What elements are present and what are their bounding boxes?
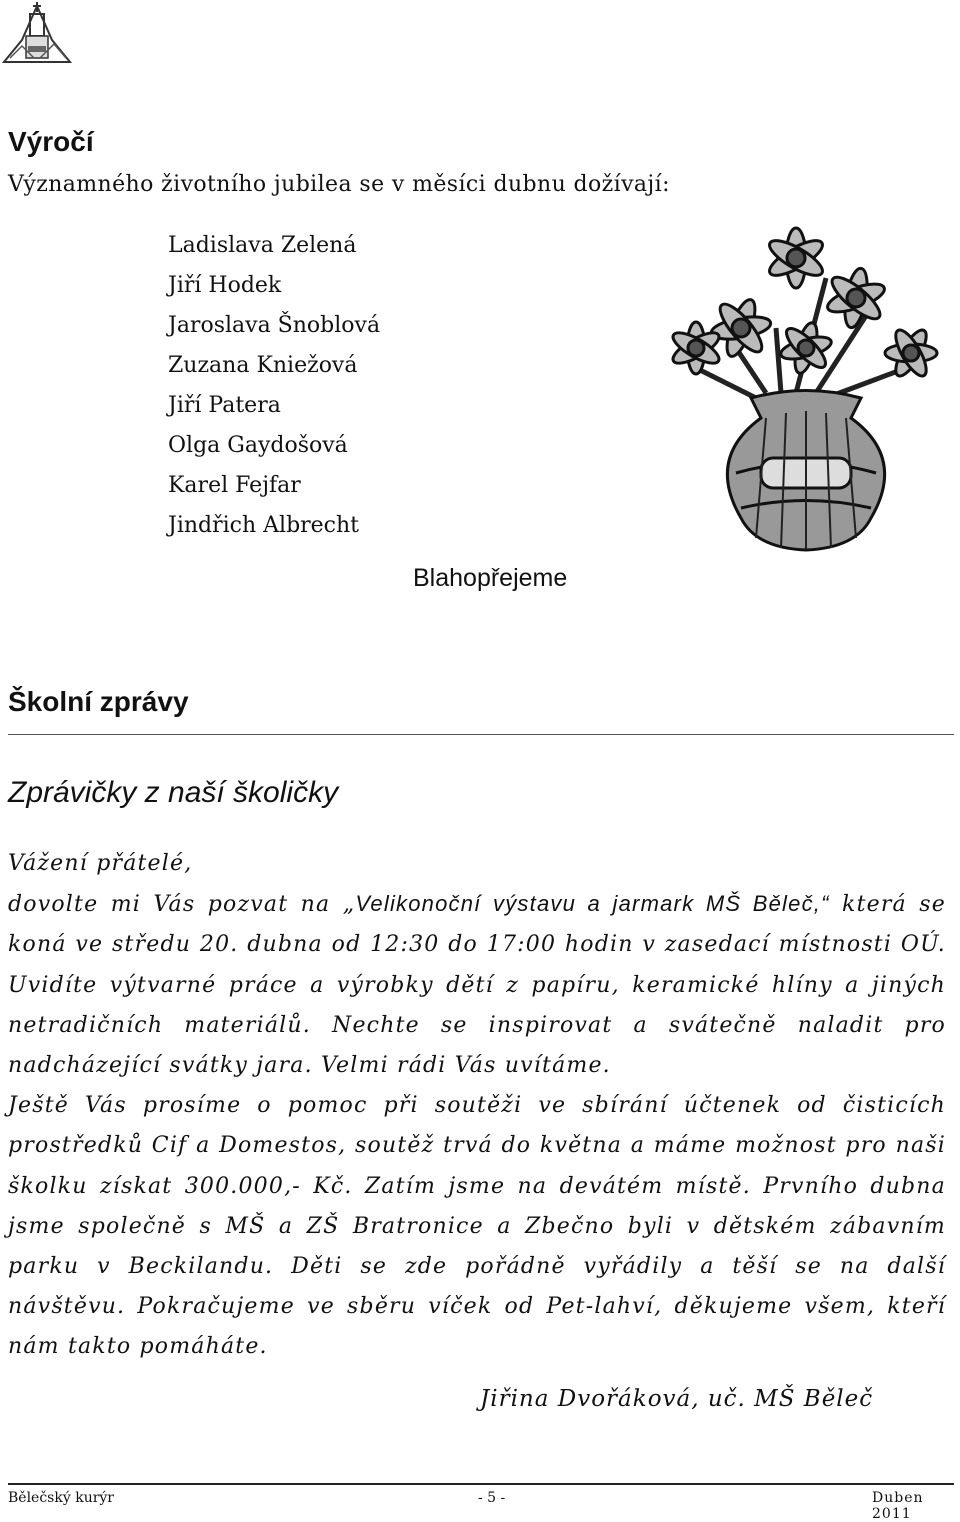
congratulations-text: Blahopřejeme (413, 564, 568, 592)
event-name: Velikonoční výstavu a jarmark MŠ Běleč,“ (355, 891, 830, 917)
footer-page-number: - 5 - (478, 1490, 506, 1506)
list-item: Jiří Hodek (168, 273, 282, 298)
paragraph-text: dovolte mi Vás pozvat na „ (8, 892, 356, 918)
footer-divider (8, 1483, 954, 1485)
footer-publication: Bělečský kurýr (8, 1490, 114, 1506)
paragraph-text: která se koná ve středu 20. dubna od 12:30 do 17:00 hodin v zasedací místnosti OÚ. Uvidíte výtvarné práce a výrobky dětí z papíru, keramické hlíny a jiných netradičních materiálů. Nechte se inspirovat a svátečně naladit pro nadcházející svátky jara. Velmi rádi Vás uvítáme. (8, 892, 947, 1079)
list-item: Ladislava Zelená (168, 233, 357, 258)
article-greeting: Vážení přátelé, (8, 851, 193, 876)
article-paragraph-1 (8, 884, 946, 1086)
list-item: Jiří Patera (168, 393, 281, 418)
section-title-vyroci: Výročí (8, 126, 94, 157)
section-divider (8, 734, 954, 735)
list-item: Jindřich Albrecht (168, 513, 360, 538)
list-item: Olga Gaydošová (168, 433, 348, 458)
article-body (8, 844, 946, 1368)
flower-vase-icon (656, 218, 956, 558)
jubilee-names-list (168, 226, 380, 546)
list-item: Zuzana Kniežová (168, 353, 358, 378)
village-church-logo-icon (2, 0, 72, 64)
list-item: Karel Fejfar (168, 473, 301, 498)
section-title-skolni-zpravy: Školní zprávy (8, 686, 189, 717)
footer-date: Duben 2011 (872, 1490, 924, 1522)
jubilee-intro: Významného životního jubilea se v měsíci dubnu dožívají: (8, 172, 670, 197)
article-paragraph-2: Ještě Vás prosíme o pomoc při soutěži ve sbírání účtenek od čisticích prostředků Cif a Domestos, soutěž trvá do května a máme možnost pro naši školku získat 300.000,- Kč. Zatím jsme na devátém místě. Prvního dubna jsme společně s MŠ a ZŠ Bratronice a Zbečno byli v dětském zábavním parku v Beckilandu. Děti se zde pořádně vyřádily a těší se na další návštěvu. Pokračujeme ve sběru víček od Pet-lahví, děkujeme všem, kteří nám takto pomáháte. (8, 1093, 946, 1360)
article-signature: Jiřina Dvořáková, uč. MŠ Běleč (480, 1386, 874, 1412)
article-subtitle: Zprávičky z naší školičky (8, 776, 339, 809)
list-item: Jaroslava Šnoblová (168, 313, 381, 338)
